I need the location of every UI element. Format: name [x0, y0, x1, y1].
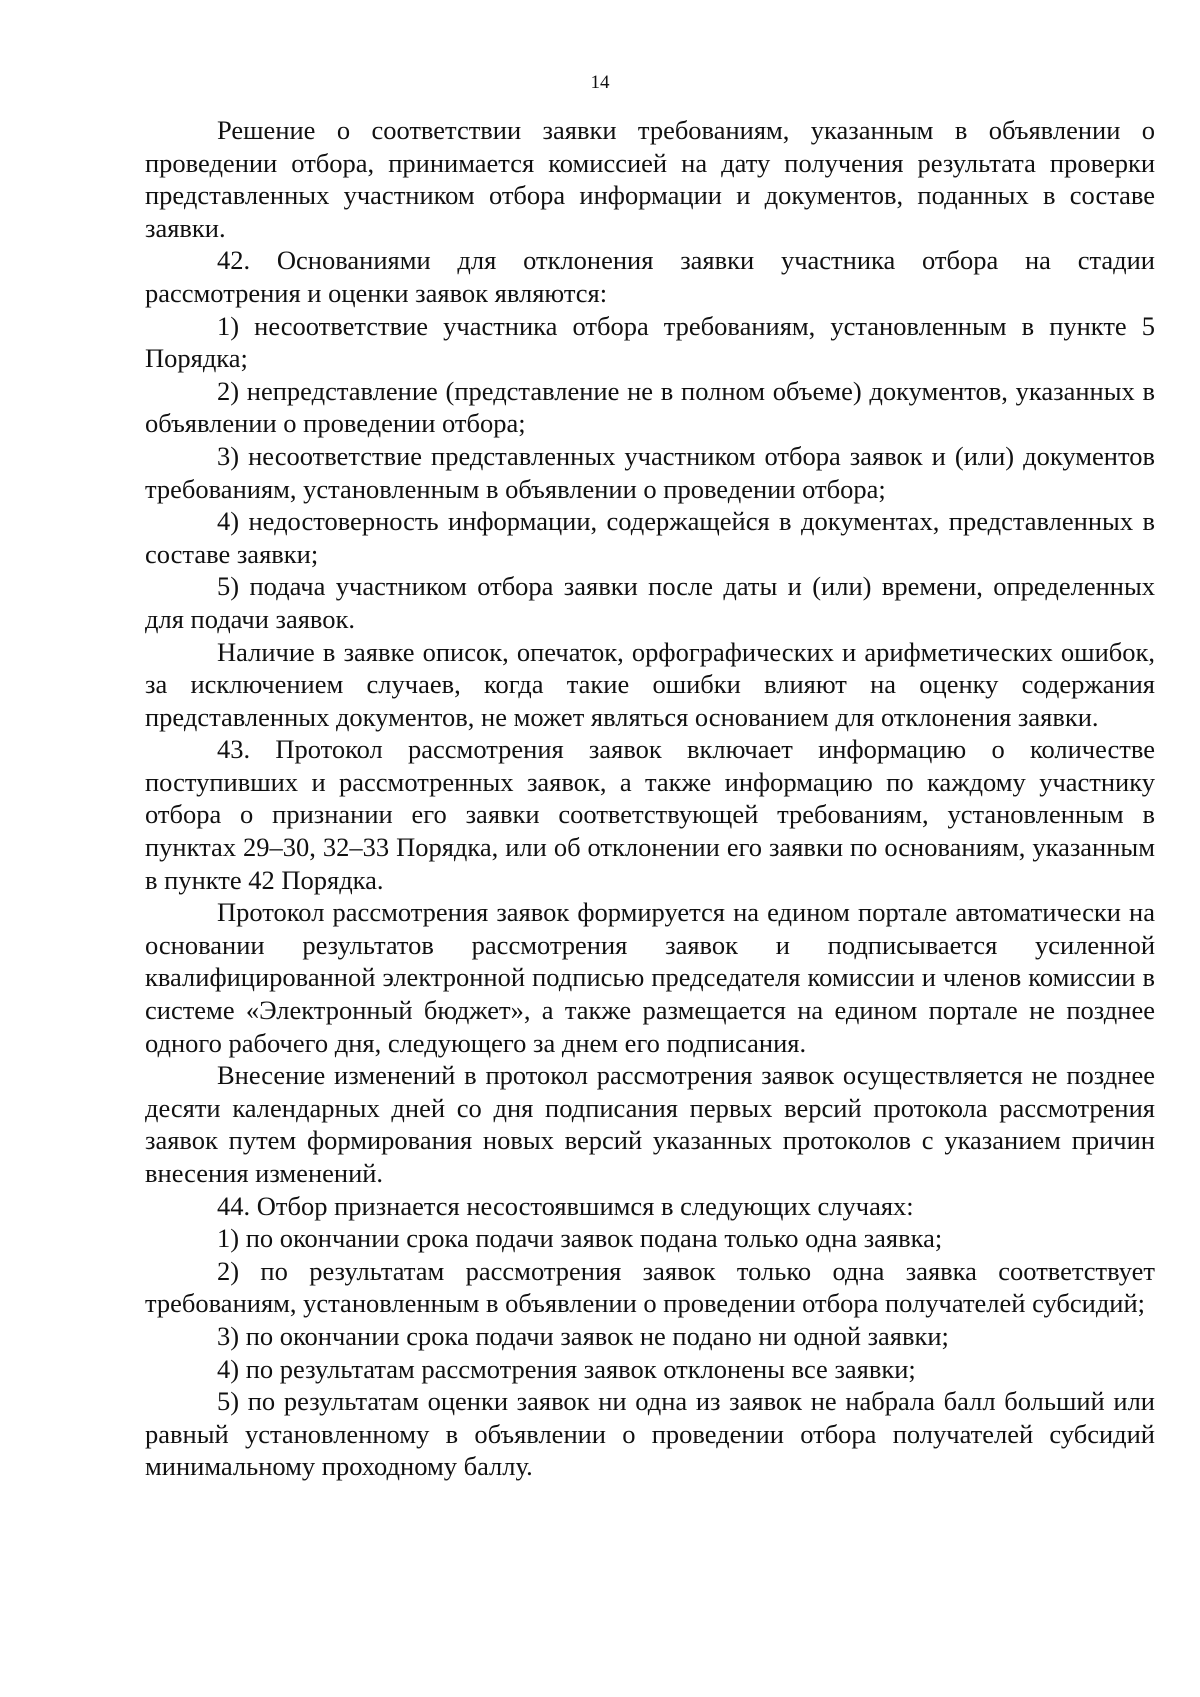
- paragraph-16: 4) по результатам рассмотрения заявок отклонены все заявки;: [217, 1353, 916, 1384]
- paragraph-10: Протокол рассмотрения заявок формируется на едином портале автоматически на основании результатов рассмотрения заявок и подписывается усиленной квалифицированной электронной подписью председателя комиссии и членов комиссии в системе «Электронный бюджет», а также размещается на едином портале не позднее одного рабочего дня, следующего за днем его подписания.: [145, 897, 1155, 1058]
- paragraph-5: 3) несоответствие представленных участником отбора заявок и (или) документов требованиям, установленным в объявлении о проведении отбора;: [145, 440, 1155, 504]
- paragraph-11: Внесение изменений в протокол рассмотрения заявок осуществляется не позднее десяти календарных дней со дня подписания первых версий протокола рассмотрения заявок путем формирования новых версий указанных протоколов с указанием причин внесения изменений.: [145, 1060, 1155, 1188]
- paragraph-12: 44. Отбор признается несостоявшимся в следующих случаях:: [217, 1190, 914, 1221]
- paragraph-4: 2) непредставление (представление не в полном объеме) документов, указанных в объявлении о проведении отбора;: [145, 375, 1155, 439]
- paragraph-9: 43. Протокол рассмотрения заявок включает информацию о количестве поступивших и рассмотренных заявок, а также информацию по каждому участнику отбора о признании его заявки соответствующей требованиям, установленным в пунктах 29–30, 32–33 Порядка, или об отклонении его заявки по основаниям, указанным в пункте 42 Порядка.: [145, 734, 1155, 895]
- page-number: 14: [590, 72, 610, 93]
- paragraph-13: 1) по окончании срока подачи заявок подана только одна заявка;: [217, 1223, 943, 1254]
- paragraph-3: 1) несоответствие участника отбора требованиям, установленным в пункте 5 Порядка;: [145, 310, 1155, 374]
- paragraph-14: 2) по результатам рассмотрения заявок только одна заявка соответствует требованиям, установленным в объявлении о проведении отбора получателей субсидий;: [145, 1255, 1155, 1319]
- paragraph-6: 4) недостоверность информации, содержащейся в документах, представленных в составе заявки;: [145, 506, 1155, 569]
- paragraph-17: 5) по результатам оценки заявок ни одна из заявок не набрала балл больший или равный установленному в объявлении о проведении отбора получателей субсидий минимальному проходному баллу.: [145, 1386, 1155, 1482]
- paragraph-2: 42. Основаниями для отклонения заявки участника отбора на стадии рассмотрения и оценки заявок являются:: [145, 245, 1155, 308]
- paragraph-8: Наличие в заявке описок, опечаток, орфографических и арифметических ошибок, за исключением случаев, когда такие ошибки влияют на оценку содержания представленных документов, не может являться основанием для отклонения заявки.: [145, 636, 1155, 732]
- paragraph-1: Решение о соответствии заявки требованиям, указанным в объявлении о проведении отбора, принимается комиссией на дату получения результата проверки представленных участником отбора информации и документов, поданных в составе заявки.: [145, 115, 1155, 243]
- paragraph-7: 5) подача участником отбора заявки после даты и (или) времени, определенных для подачи заявок.: [145, 571, 1155, 634]
- document-body: [145, 114, 1155, 1483]
- paragraph-15: 3) по окончании срока подачи заявок не подано ни одной заявки;: [217, 1320, 949, 1351]
